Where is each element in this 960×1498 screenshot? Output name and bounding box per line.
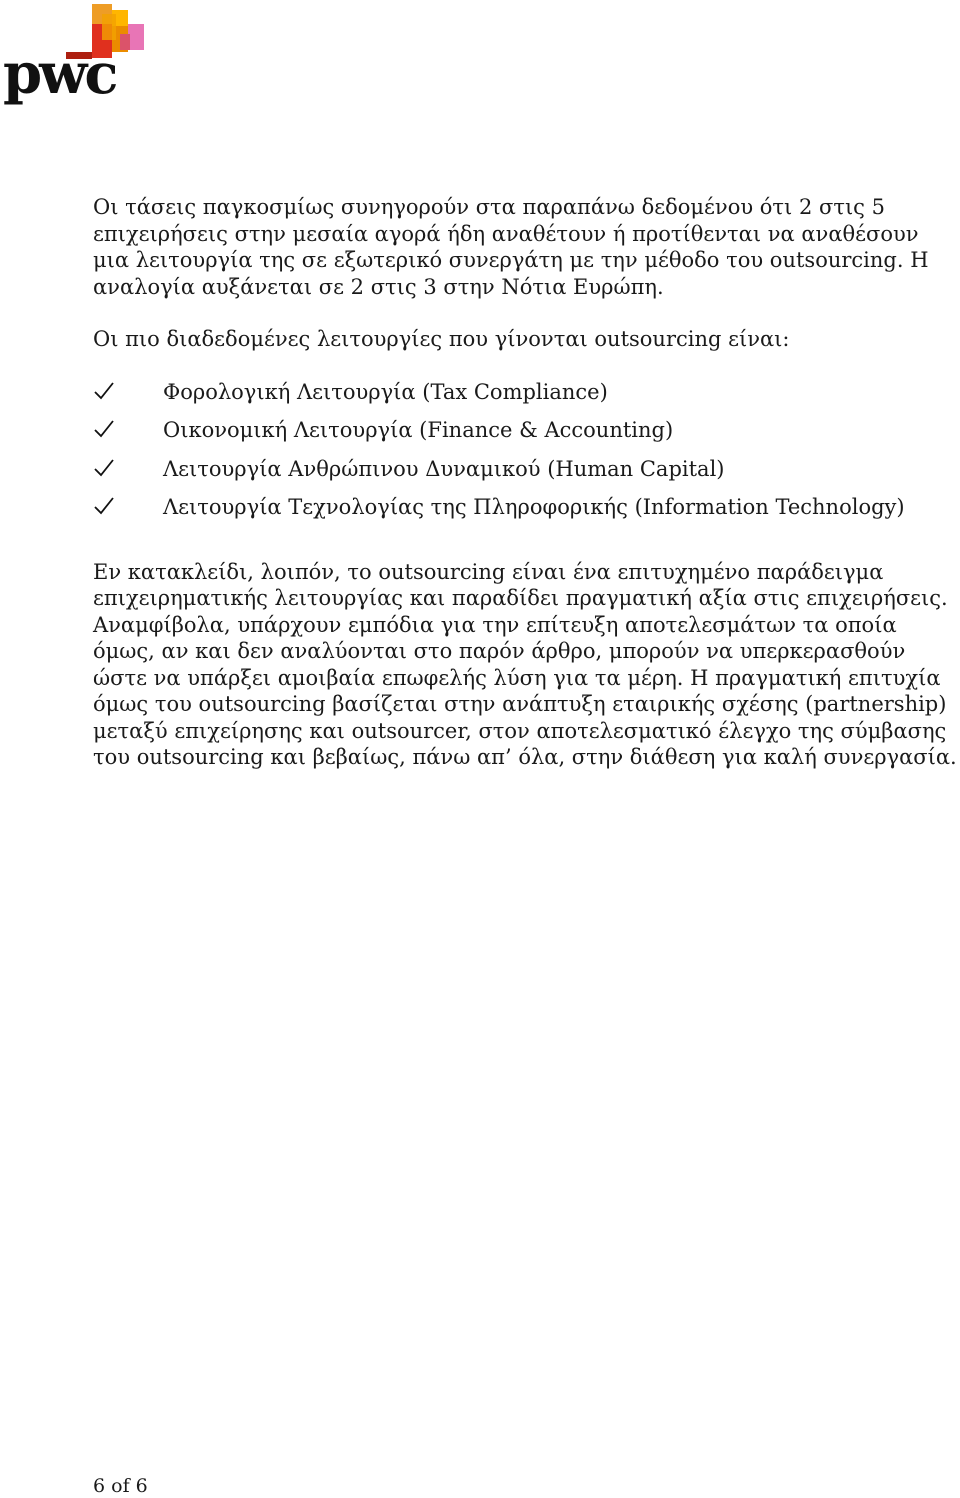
list-item-text: Λειτουργία Ανθρώπινου Δυναμικού (Human Capital) bbox=[163, 456, 725, 481]
checkmark-icon bbox=[93, 381, 115, 401]
list-intro: Οι πιο διαδεδομένες λειτουργίες που γίνονται outsourcing είναι: bbox=[93, 327, 790, 351]
list-item bbox=[93, 494, 960, 533]
list-item-text: Λειτουργία Τεχνολογίας της Πληροφορικής (Information Technology) bbox=[163, 495, 905, 519]
list-item bbox=[93, 456, 960, 495]
closing-paragraph: Εν κατακλείδι, λοιπόν, το outsourcing είναι ένα επιτυχημένο παράδειγμα επιχειρηματικής λειτουργίας και παραδίδει πραγματική αξία στις επιχειρήσεις. Αναμφίβολα, υπάρχουν εμπόδια για την επίτευξη αποτελεσμάτων τα οποία όμως, αν και δεν αναλύονται στο παρόν άρθρο, μπορούν να υπερκερασθούν ώστε να υπάρξει αμοιβαία επωφελής λύση για τα μέρη. Η πραγματική επιτυχία όμως του outsourcing βασίζεται στην ανάπτυξη εταιρικής σχέσης (partnership) μεταξύ επιχείρησης και outsourcer, στον αποτελεσματικό έλεγχο της σύμβασης του outsourcing και βεβαίως, πάνω απ’ όλα, στην διάθεση για καλή συνεργασία. bbox=[93, 559, 957, 769]
intro-paragraph: Οι τάσεις παγκοσμίως συνηγορούν στα παραπάνω δεδομένου ότι 2 στις 5 επιχειρήσεις στην μεσαία αγορά ήδη αναθέτουν ή προτίθενται να αναθέσουν μια λειτουργία της σε εξωτερικό συνεργάτη με την μέθοδο του outsourcing. Η αναλογία αυξάνεται σε 2 στις 3 στην Νότια Ευρώπη. bbox=[93, 195, 929, 299]
functions-checklist bbox=[93, 379, 960, 533]
pwc-wordmark: pwc bbox=[3, 41, 116, 107]
list-item bbox=[93, 379, 960, 418]
checkmark-icon bbox=[93, 419, 115, 439]
document-body bbox=[93, 194, 960, 771]
pwc-logo bbox=[0, 0, 150, 125]
page-number: 6 of 6 bbox=[93, 1475, 148, 1497]
list-item bbox=[93, 417, 960, 456]
checkmark-icon bbox=[93, 496, 115, 516]
list-item-text: Οικονομική Λειτουργία (Finance & Accounting) bbox=[163, 418, 674, 442]
checkmark-icon bbox=[93, 458, 115, 478]
list-item-text: Φορολογική Λειτουργία (Tax Compliance) bbox=[163, 379, 608, 404]
